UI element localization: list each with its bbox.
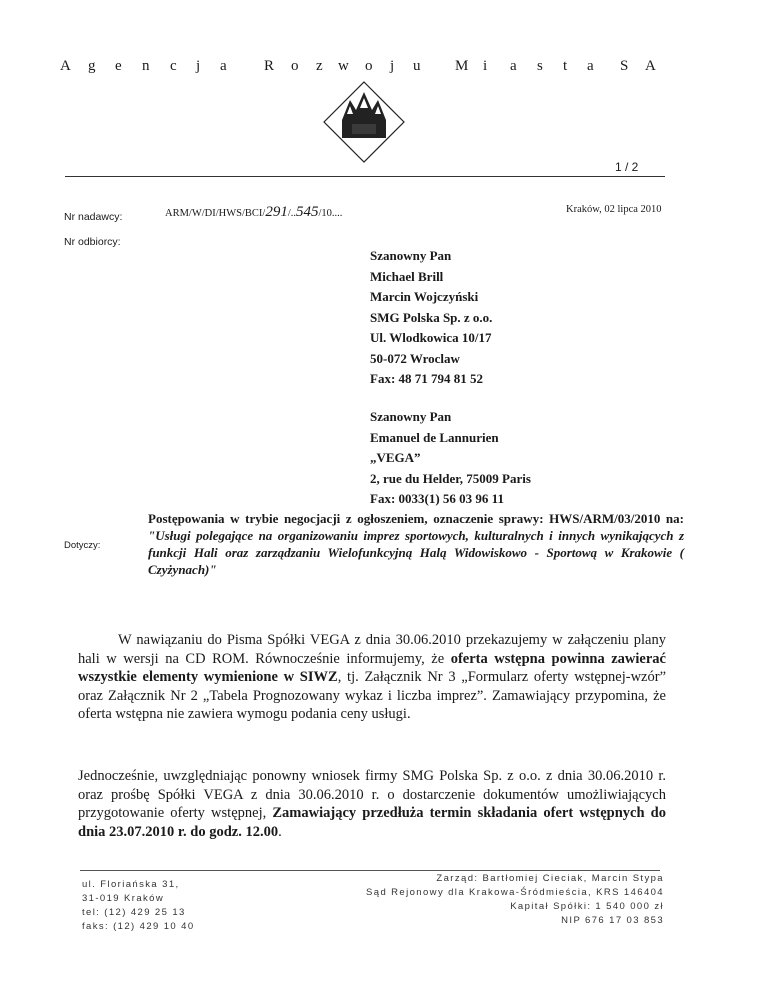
body-paragraph-2 xyxy=(78,767,666,841)
letter-date: Kraków, 02 lipca 2010 xyxy=(566,204,662,215)
footer-line: Kapitał Spółki: 1 540 000 zł xyxy=(510,901,664,912)
address-line: Szanowny Pan xyxy=(370,409,452,424)
company-letter: a xyxy=(587,58,594,74)
address-line: „VEGA” xyxy=(370,450,421,465)
company-letter: e xyxy=(115,58,122,74)
company-name xyxy=(60,58,670,82)
body-paragraph-1 xyxy=(78,631,666,724)
company-letter: u xyxy=(413,58,421,74)
address-line: Fax: 0033(1) 56 03 96 11 xyxy=(370,491,504,506)
footer-line: NIP 676 17 03 853 xyxy=(561,915,664,926)
sender-number-label: Nr nadawcy: xyxy=(64,211,123,223)
reference-number xyxy=(165,204,342,221)
footer-line: Zarząd: Bartłomiej Cieciak, Marcin Stypa xyxy=(436,873,664,884)
header-divider xyxy=(65,176,665,177)
reference-handwritten-number: 291 xyxy=(265,204,288,220)
paragraph-bold: Zamawiający przedłuża termin składania ofert wstępnych do dnia 23.07.2010 r. do godz. 12.00 xyxy=(78,805,666,840)
company-letter: S xyxy=(620,58,629,74)
address-line: Emanuel de Lannurien xyxy=(370,429,499,445)
footer-line: faks: (12) 429 10 40 xyxy=(82,921,195,932)
recipient-number-label: Nr odbiorcy: xyxy=(64,236,121,248)
address-line: SMG Polska Sp. z o.o. xyxy=(370,309,493,325)
reference-suffix: /10.... xyxy=(318,208,343,219)
page-number: 1 / 2 xyxy=(615,160,639,174)
address-line: Marcin Wojczyński xyxy=(370,289,479,304)
address-line: 2, rue du Helder, 75009 Paris xyxy=(370,470,531,486)
company-letter: n xyxy=(142,58,150,74)
footer-line: 31-019 Kraków xyxy=(82,893,165,904)
reference-separator: /.. xyxy=(287,208,297,219)
recipient-address-2 xyxy=(370,407,531,510)
reference-handwritten-number: 545 xyxy=(296,204,319,220)
footer-line: ul. Floriańska 31, xyxy=(82,879,180,890)
subject-bold: Postępowania w trybie negocjacji z ogłoszeniem, oznaczenie sprawy: HWS/ARM/03/2010 na: xyxy=(148,511,684,526)
paragraph-text: . xyxy=(278,823,282,840)
footer-divider xyxy=(80,870,660,871)
subject-italic: "Usługi polegające na organizowaniu imprez sportowych, kulturalnych i innych wynikających z funkcji Hali oraz zarządzaniu Wielofunkcyjną Halą Widowiskowo - Sportową w Krakowie ( Czyżynach)" xyxy=(148,528,684,577)
company-letter: i xyxy=(483,58,488,74)
company-letter: g xyxy=(88,58,96,74)
company-letter: R xyxy=(264,58,275,74)
address-line: Fax: 48 71 794 81 52 xyxy=(370,371,484,386)
address-line: Michael Brill xyxy=(370,268,444,284)
address-line: Ul. Wlodkowica 10/17 xyxy=(370,330,492,345)
company-letter: w xyxy=(338,58,349,74)
company-letter: M xyxy=(455,58,469,74)
paragraph-bold: oferta wstępna powinna zawierać wszystkie elementy wymienione w SIWZ xyxy=(78,650,666,685)
address-line: 50-072 Wroclaw xyxy=(370,350,460,366)
address-line: Szanowny Pan xyxy=(370,248,452,263)
subject-label: Dotyczy: xyxy=(64,540,101,551)
footer-line: Sąd Rejonowy dla Krakowa-Śródmieścia, KRS 146404 xyxy=(366,887,664,898)
company-logo xyxy=(322,80,406,164)
company-letter: z xyxy=(316,58,323,74)
company-letter: j xyxy=(390,58,395,74)
company-letter: A xyxy=(645,58,656,74)
company-letter: a xyxy=(220,58,227,74)
footer-company-info xyxy=(366,872,664,928)
company-letter: o xyxy=(291,58,299,74)
company-letter: a xyxy=(510,58,517,74)
company-letter: t xyxy=(563,58,568,74)
paragraph-text: W nawiązaniu do Pisma Spółki VEGA z dnia 30.06.2010 przekazujemy w załączeniu plany hali w wersji na CD ROM. Równocześnie informujemy, że xyxy=(78,632,666,667)
recipient-address-1 xyxy=(370,246,492,390)
footer-line: tel: (12) 429 25 13 xyxy=(82,907,186,918)
company-letter: s xyxy=(537,58,543,74)
company-letter: A xyxy=(60,58,71,74)
company-letter: c xyxy=(170,58,177,74)
paragraph-text: , tj. Załącznik Nr 3 „Formularz oferty wstępnej-wzór” oraz Załącznik Nr 2 „Tabela Prognozowany wykaz i liczba imprez”. Zamawiający przypomina, że oferta wstępna nie zawiera wymogu podania ceny usługi. xyxy=(78,669,666,722)
footer-address xyxy=(82,878,195,934)
subject-text xyxy=(148,510,684,578)
paragraph-text: Jednocześnie, uwzględniając ponowny wniosek firmy SMG Polska Sp. z o.o. z dnia 30.06.2010 r. oraz prośbę Spółki VEGA z dnia 30.06.2010 r. o dostarczenie dokumentów umożliwiających przygotowanie oferty wstępnej, xyxy=(78,768,666,821)
company-letter: o xyxy=(365,58,373,74)
reference-prefix: ARM/W/DI/HWS/BCI/ xyxy=(165,208,266,219)
company-letter: j xyxy=(196,58,201,74)
